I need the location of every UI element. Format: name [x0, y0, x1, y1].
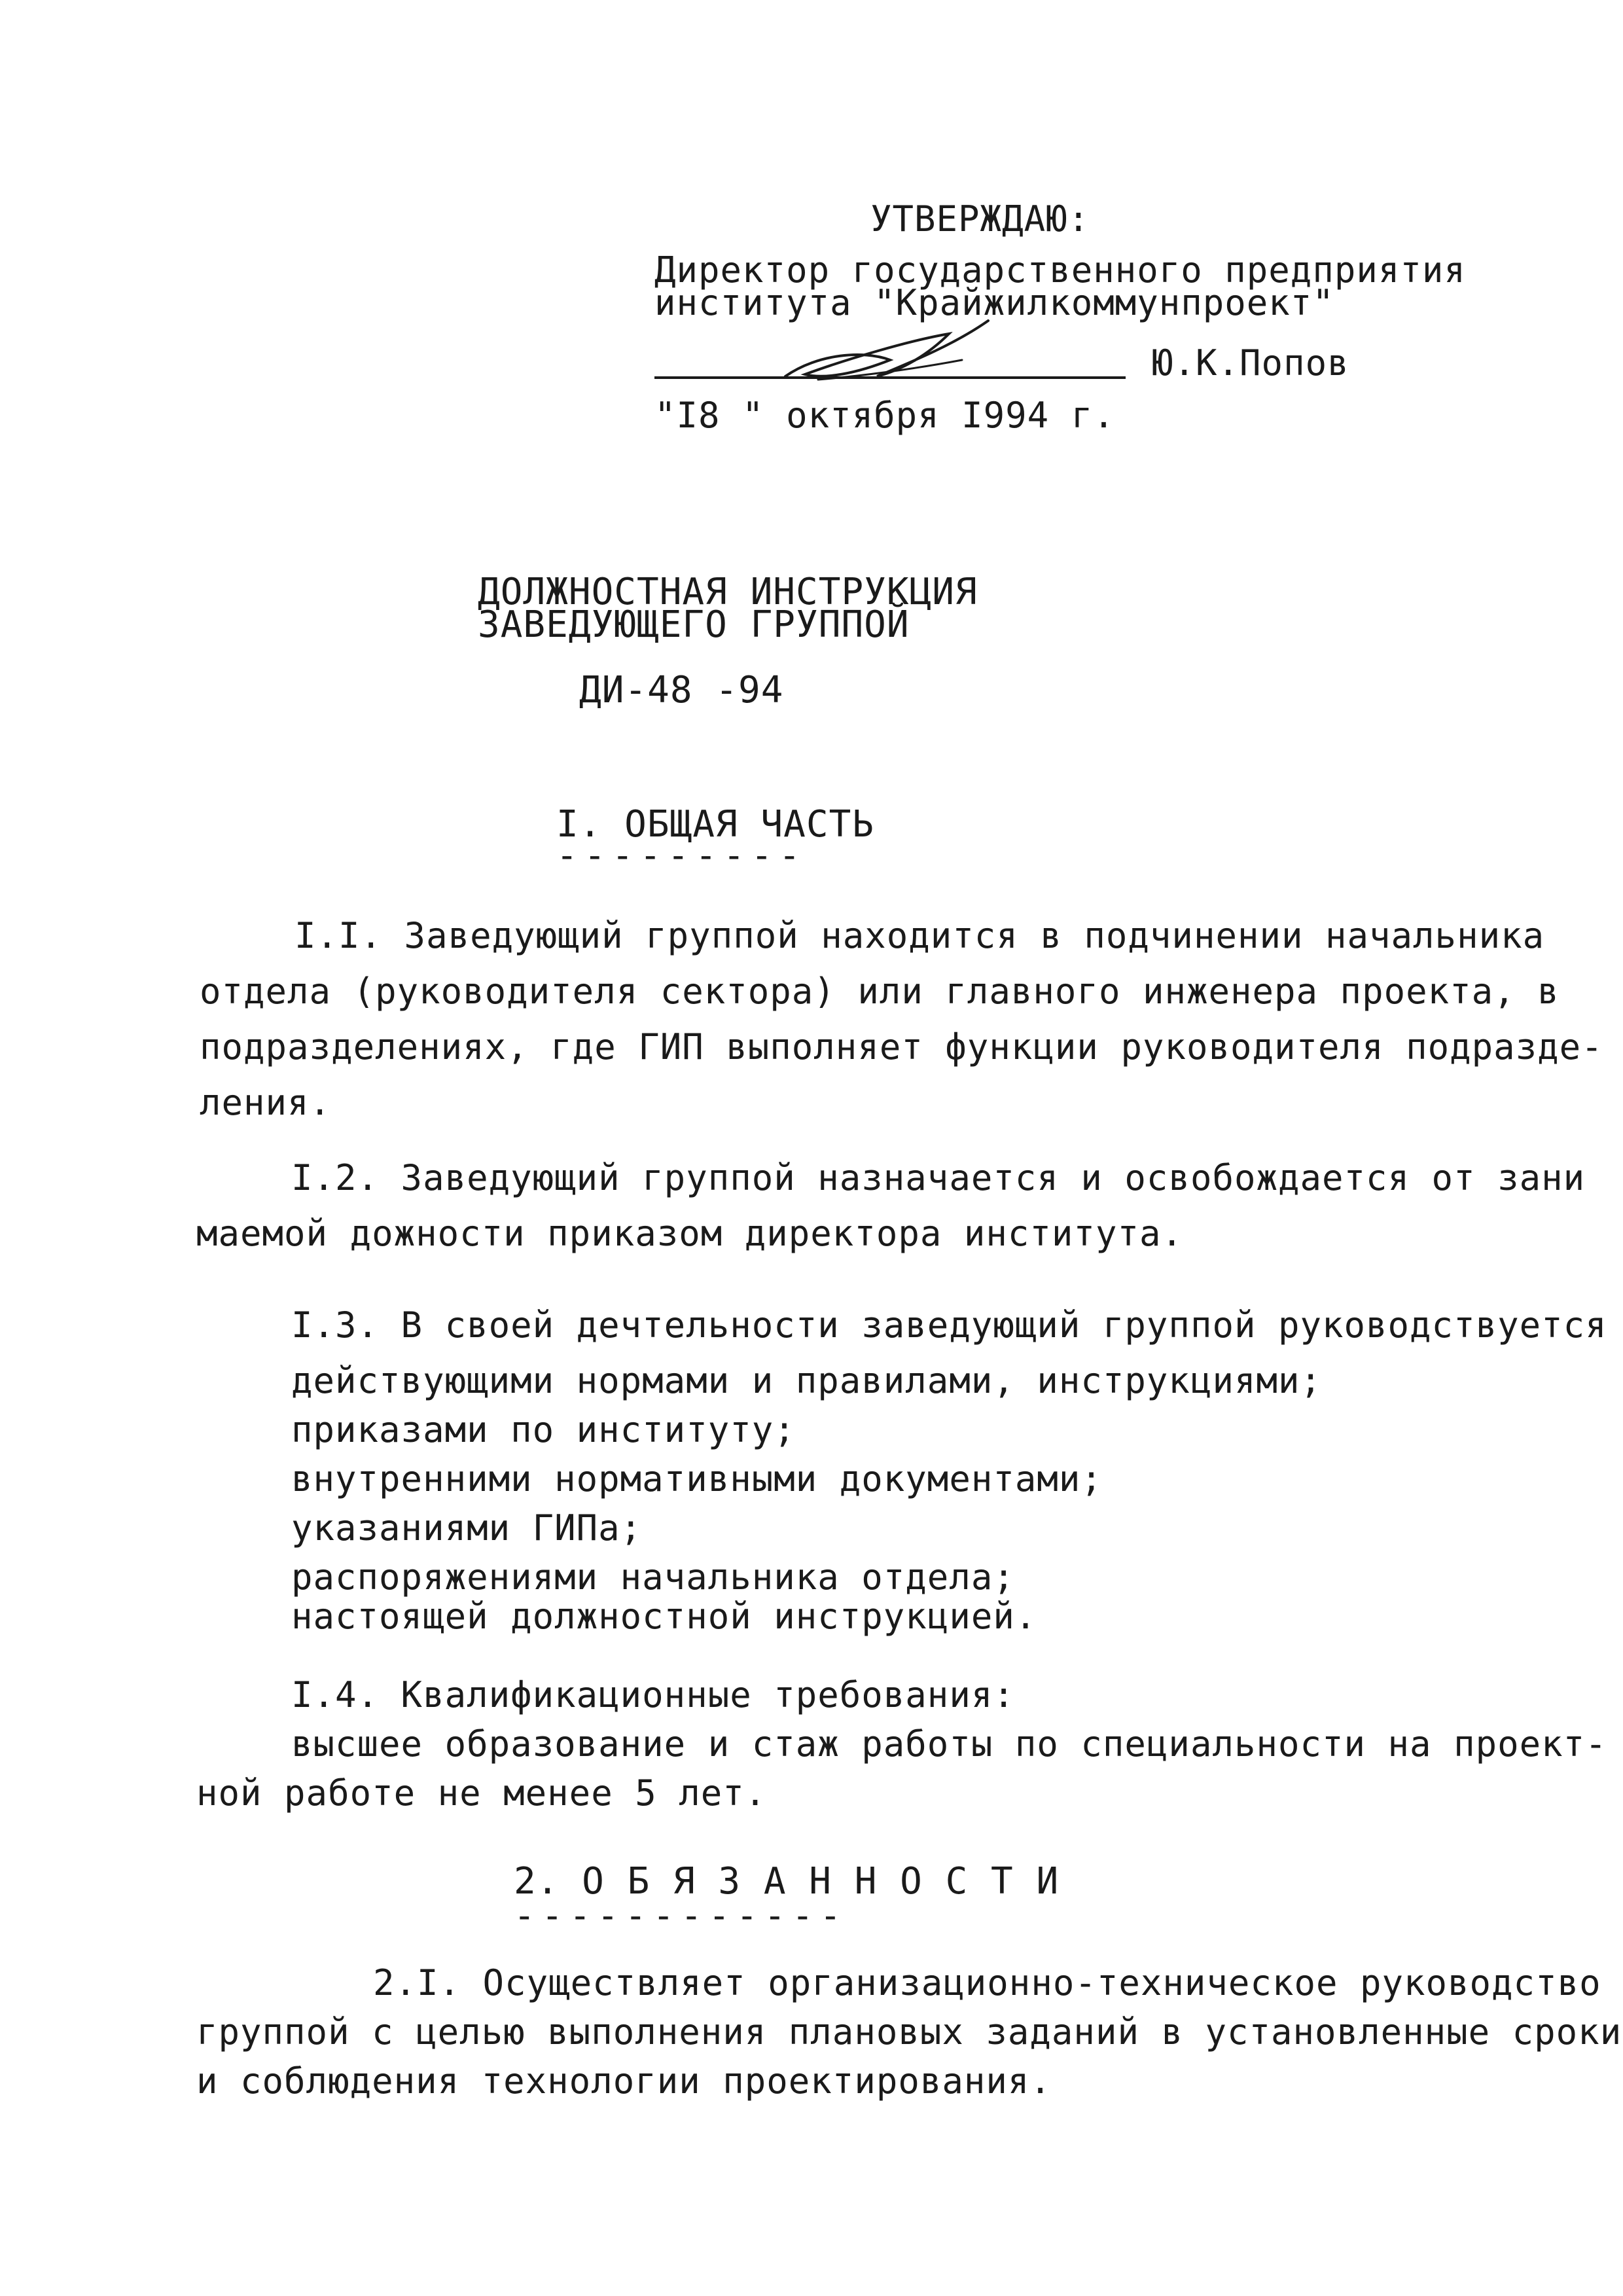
- p1-4-line-3: ной работе не менее 5 лет.: [196, 1772, 767, 1814]
- p2-1-line-3: и соблюдения технологии проектирования.: [196, 2060, 1052, 2102]
- p1-3-line-1: I.3. В своей дечтельности заведующий группой руководствуется: [291, 1304, 1607, 1346]
- title-line-2: ЗАВЕДУЮЩЕГО ГРУППОЙ: [478, 603, 910, 646]
- p1-1-line-2: отдела (руководителя сектора) или главного инженера проекта, в: [200, 971, 1560, 1012]
- document-code: ДИ-48 -94: [579, 669, 784, 711]
- approval-heading: УТВЕРЖДАЮ:: [870, 198, 1090, 240]
- p1-2-line-1: I.2. Заведующий группой назначается и освобождается от зани: [291, 1157, 1586, 1198]
- p1-1-line-3: подразделениях, где ГИП выполняет функции руководителя подразде-: [200, 1026, 1603, 1067]
- section-1-heading: I. ОБЩАЯ ЧАСТЬ: [556, 803, 875, 846]
- p1-3-line-6: распоряжениями начальника отдела;: [291, 1556, 1015, 1598]
- p1-4-line-1: I.4. Квалификационные требования:: [291, 1674, 1015, 1715]
- p1-3-line-2: действующими нормами и правилами, инструкциями;: [291, 1360, 1323, 1401]
- approval-date: "I8 " октября I994 г.: [654, 395, 1115, 436]
- p1-3-line-7: настоящей должностной инструкцией.: [291, 1596, 1037, 1637]
- section-2-underline: ------------: [514, 1895, 848, 1936]
- section-1-underline: ---------: [556, 834, 807, 876]
- p1-2-line-2: маемой дожности приказом директора института.: [196, 1213, 1183, 1254]
- approval-line-2: института "Крайжилкоммунпроект": [654, 282, 1334, 323]
- p1-3-line-4: внутренними нормативными документами;: [291, 1458, 1103, 1499]
- approval-line-1: Директор государственного предприятия: [654, 249, 1466, 291]
- p2-1-line-2: группой с целью выполнения плановых заданий в установленные сроки: [196, 2011, 1622, 2053]
- p1-1-line-4: ления.: [200, 1082, 332, 1123]
- p1-4-line-2: высшее образование и стаж работы по специальности на проект-: [291, 1723, 1607, 1765]
- handwritten-signature: [779, 314, 995, 393]
- p2-1-line-1: 2.I. Осуществляет организационно-техническое руководство: [373, 1962, 1601, 2003]
- p1-3-line-3: приказами по институту;: [291, 1409, 796, 1450]
- p1-1-line-1: I.I. Заведующий группой находится в подчинении начальника: [294, 915, 1545, 956]
- approval-signer: Ю.К.Попов: [1152, 342, 1349, 384]
- title-line-1: ДОЛЖНОСТНАЯ ИНСТРУКЦИЯ: [478, 571, 978, 613]
- p1-3-line-5: указаниями ГИПа;: [291, 1507, 643, 1549]
- section-2-heading: 2. О Б Я З А Н Н О С Т И: [514, 1860, 1060, 1903]
